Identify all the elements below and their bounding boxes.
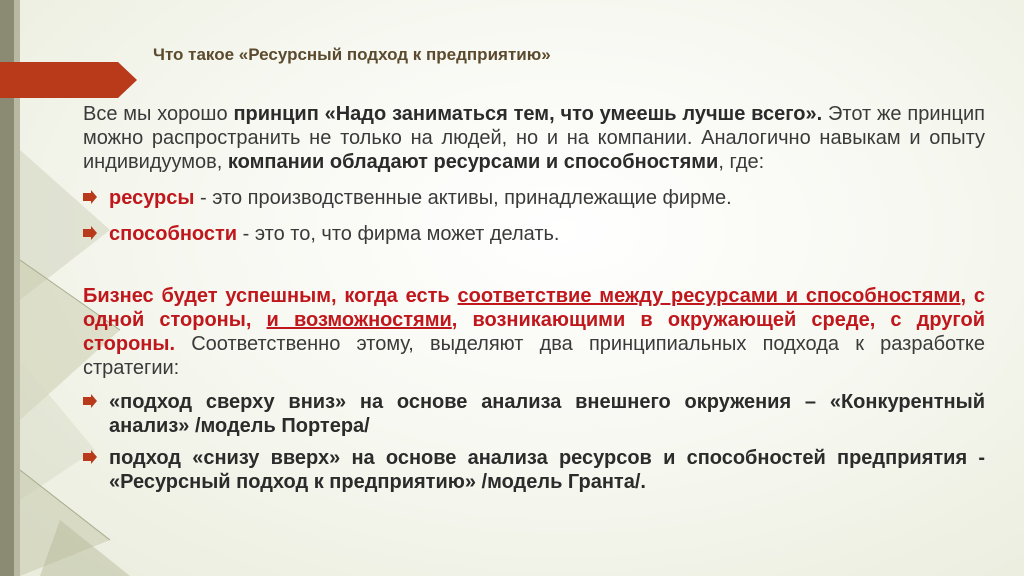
list-item xyxy=(83,446,985,494)
intro-text-2: Этот же принцип можно распространить не только на людей, но и на компании. Аналогично навыкам и опыту индивидуумов, xyxy=(83,103,986,173)
arrow-bullet-icon xyxy=(83,450,97,464)
intro-resources-abilities: компании обладают ресурсами и способностями xyxy=(227,151,719,173)
list-item xyxy=(83,186,985,210)
intro-text-1: Все мы хорошо xyxy=(83,103,234,125)
top-down-approach: «подход сверху вниз» на основе анализа внешнего окружения – «Конкурентный анализ» /модель Портера/ xyxy=(109,391,985,437)
success-paragraph xyxy=(83,284,985,380)
list-item xyxy=(83,390,985,438)
resources-definition: - это производственные активы, принадлежащие фирме. xyxy=(194,187,732,209)
content-body xyxy=(83,102,985,494)
success-text-3: , возникающими в окружающей среде, с другой стороны. xyxy=(83,309,986,355)
success-match: соответствие между ресурсами и способностями xyxy=(457,285,961,307)
page-title: Что такое «Ресурсный подход к предприятию» xyxy=(153,45,551,64)
arrow-bullet-icon xyxy=(83,394,97,408)
abilities-definition: - это то, что фирма может делать. xyxy=(237,223,560,245)
success-text-2: , с одной стороны, xyxy=(83,285,985,331)
intro-paragraph xyxy=(83,102,985,174)
bottom-up-approach: подход «снизу вверх» на основе анализа ресурсов и способностей предприятия - «Ресурсный подход к предприятию» /модель Гранта/. xyxy=(109,447,985,493)
success-text-4: Соответственно этому, выделяют два принципиальных подхода к разработке стратегии: xyxy=(83,333,985,379)
list-item xyxy=(83,222,985,246)
success-text-1: Бизнес будет успешным, когда есть xyxy=(83,285,458,307)
intro-text-3: , где: xyxy=(718,151,765,173)
title-arrow-shape xyxy=(0,62,137,98)
resources-term: ресурсы xyxy=(109,187,195,209)
arrow-bullet-icon xyxy=(83,226,97,240)
arrow-bullet-icon xyxy=(83,190,97,204)
success-opportunities: и возможностями xyxy=(266,309,452,331)
intro-principle: принцип «Надо заниматься тем, что умеешь лучше всего». xyxy=(233,103,823,125)
abilities-term: способности xyxy=(109,223,238,245)
